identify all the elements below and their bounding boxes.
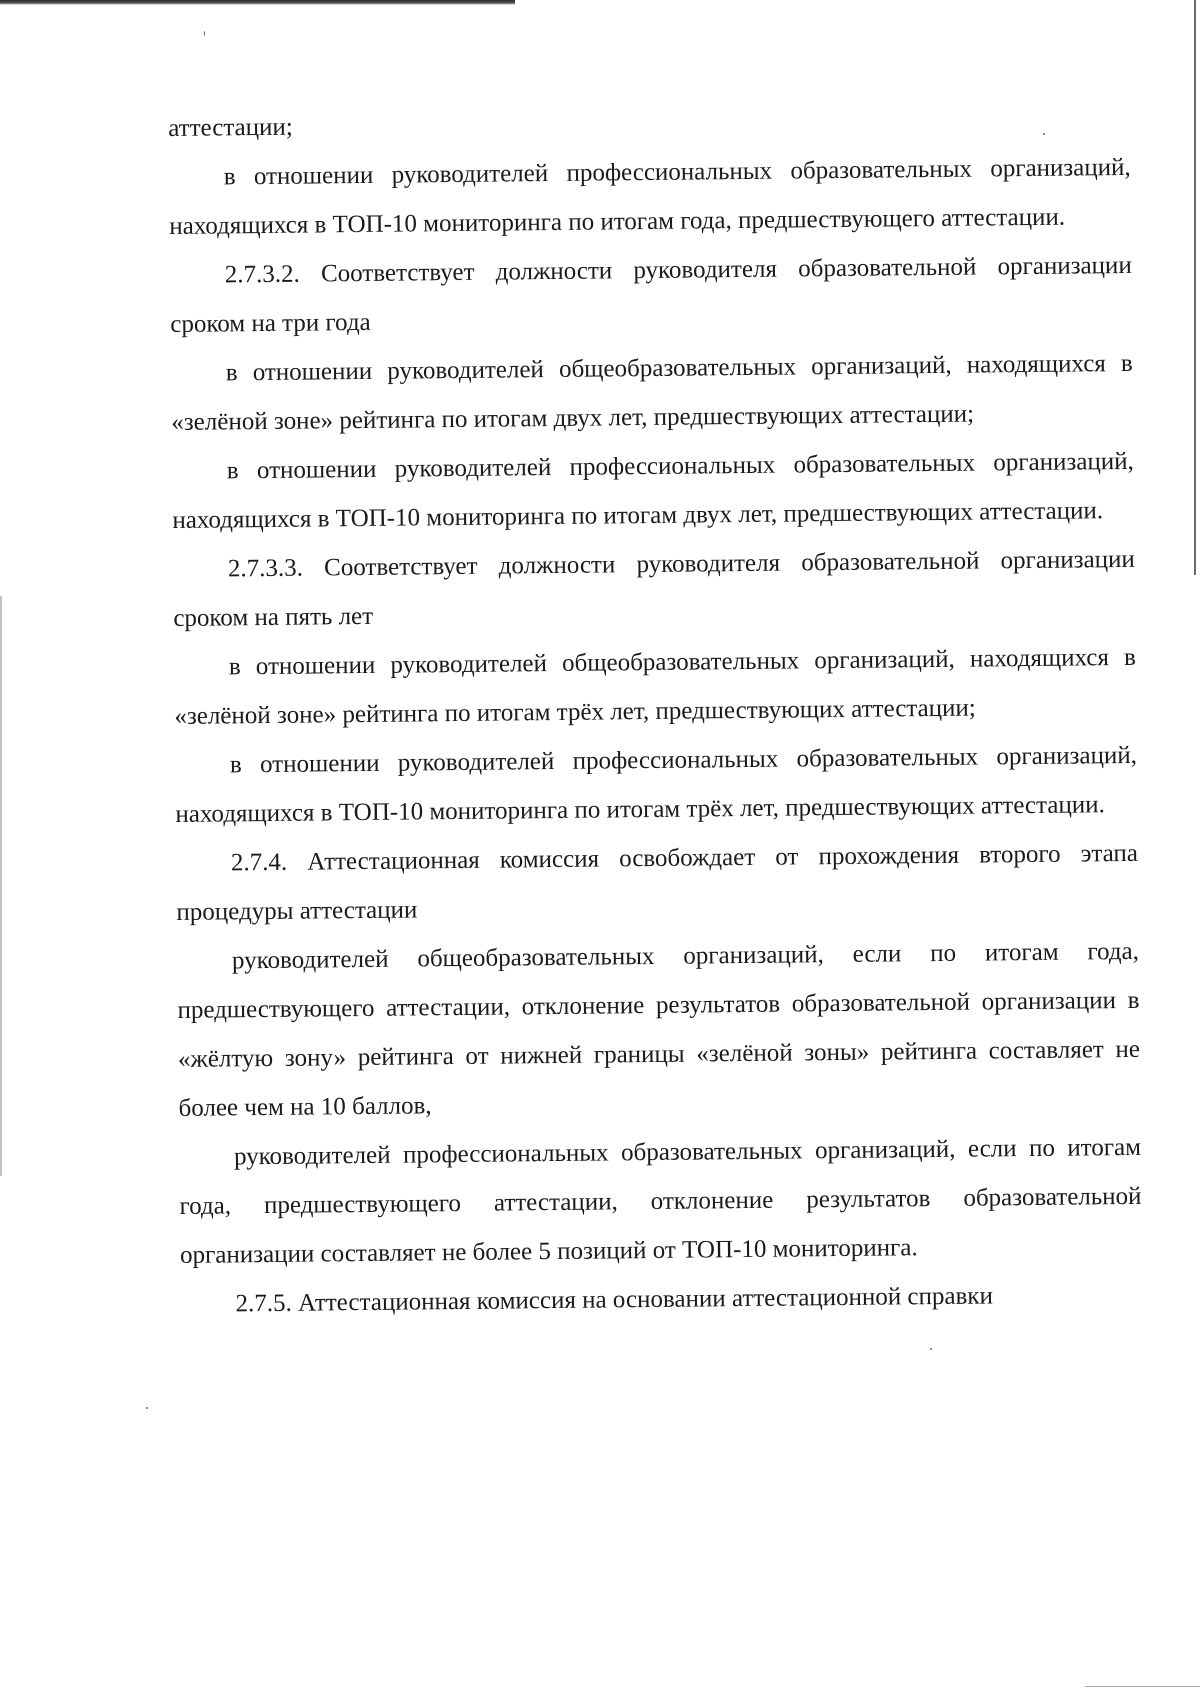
paragraph: в отношении руководителей профессиональных образовательных организаций, находящихся в ТОП-10 мониторинга по итогам трёх лет, предшествующих аттестации. — [175, 741, 1138, 828]
scan-top-edge — [0, 0, 515, 5]
paragraph: в отношении руководителей профессиональных образовательных организаций, находящихся в ТОП-10 мониторинга по итогам двух лет, предшествующих аттестации. — [172, 447, 1134, 534]
scan-left-mark — [0, 596, 2, 1176]
scan-right-edge — [1194, 0, 1196, 575]
paragraph: в отношении руководителей профессиональных образовательных организаций, находящихся в ТОП-10 мониторинга по итогам года, предшествующего аттестации. — [169, 153, 1131, 240]
section-2-7-5-paragraph: 2.7.5. Аттестационная комиссия на основании аттестационной справки — [235, 1282, 994, 1318]
scan-speck — [930, 1348, 932, 1350]
paragraph: в отношении руководителей общеобразовательных организаций, находящихся в «зелёной зоне» рейтинга по итогам двух лет, предшествующих аттестации; — [171, 349, 1133, 436]
document-page — [168, 94, 1143, 1329]
section-2-7-3-3-paragraph: 2.7.3.3. Соответствует должности руководителя образовательной организации сроком на пять лет — [173, 545, 1135, 632]
section-2-7-3-2-paragraph: 2.7.3.2. Соответствует должности руководителя образовательной организации сроком на три года — [170, 251, 1132, 338]
scan-speck — [204, 31, 205, 36]
paragraph: руководителей общеобразовательных организаций, если по итогам года, предшествующего аттестации, отклонение результатов образовательной организации в «жёлтую зону» рейтинга от нижней границы «зелёной зоны» рейтинга составляет не более чем на 10 баллов, — [177, 937, 1141, 1122]
section-2-7-4-paragraph: 2.7.4. Аттестационная комиссия освобождает от прохождения второго этапа процедуры аттестации — [176, 839, 1139, 926]
scan-speck — [146, 1407, 148, 1409]
scan-bottom-line — [1085, 1686, 1200, 1687]
paragraph: руководителей профессиональных образовательных организаций, если по итогам года, предшествующего аттестации, отклонение результатов образовательной организации составляет не более 5 позиций от ТОП-10 мониторинга. — [179, 1133, 1142, 1269]
paragraph: в отношении руководителей общеобразовательных организаций, находящихся в «зелёной зоне» рейтинга по итогам трёх лет, предшествующих аттестации; — [174, 643, 1136, 730]
paragraph: аттестации; — [168, 113, 293, 142]
